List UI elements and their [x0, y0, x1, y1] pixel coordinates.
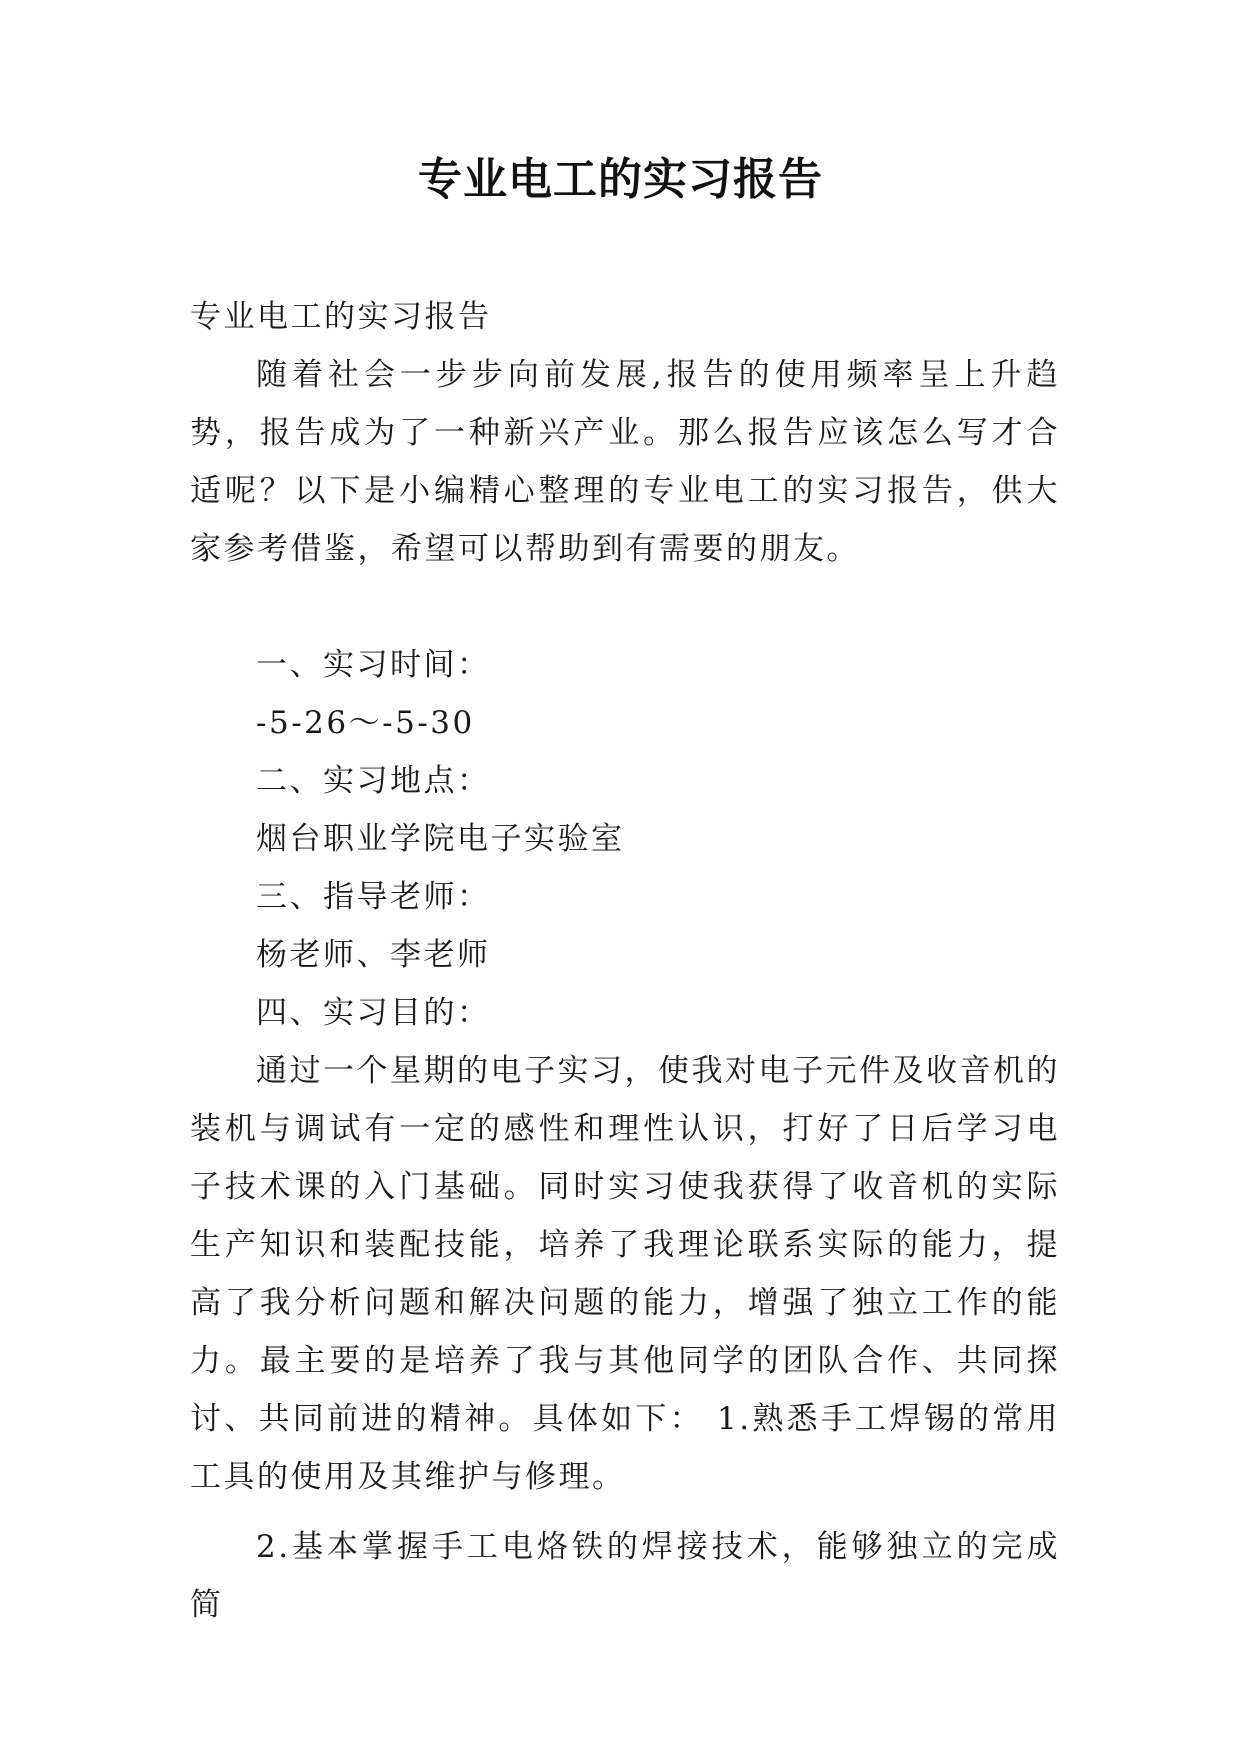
- section-purpose-heading: 四、实习目的：: [256, 995, 491, 1031]
- document-title: 专业电工的实习报告: [418, 154, 823, 205]
- section-time-heading: 一、实习时间：: [256, 647, 491, 683]
- section-teacher-heading: 三、指导老师：: [256, 879, 491, 915]
- document-body: [190, 288, 1060, 1634]
- purpose-paragraph: 通过一个星期的电子实习，使我对电子元件及收音机的装机与调试有一定的感性和理性认识，打好了日后学习电子技术课的入门基础。同时实习使我获得了收音机的实际生产知识和装配技能，培养了我理论联系实际的能力，提高了我分析问题和解决问题的能力，增强了独立工作的能力。最主要的是培养了我与其他同学的团队合作、共同探讨、共同前进的精神。具体如下： 1.熟悉手工焊锡的常用工具的使用及其维护与修理。: [190, 1053, 1060, 1495]
- blank-line: [190, 578, 1060, 636]
- section-place-value: 烟台职业学院电子实验室: [256, 821, 625, 857]
- section-teacher-value: 杨老师、李老师: [256, 937, 491, 973]
- section-place-heading: 二、实习地点：: [256, 763, 491, 799]
- section-time-value: -5-26～-5-30: [256, 705, 475, 741]
- intro-paragraph: 随着社会一步步向前发展,报告的使用频率呈上升趋势，报告成为了一种新兴产业。那么报告应该怎么写才合适呢？以下是小编精心整理的专业电工的实习报告，供大家参考借鉴，希望可以帮助到有需要的朋友。: [190, 357, 1060, 567]
- purpose-item-2: 2.基本掌握手工电烙铁的焊接技术，能够独立的完成简: [190, 1529, 1060, 1623]
- subtitle-line: 专业电工的实习报告: [190, 299, 492, 335]
